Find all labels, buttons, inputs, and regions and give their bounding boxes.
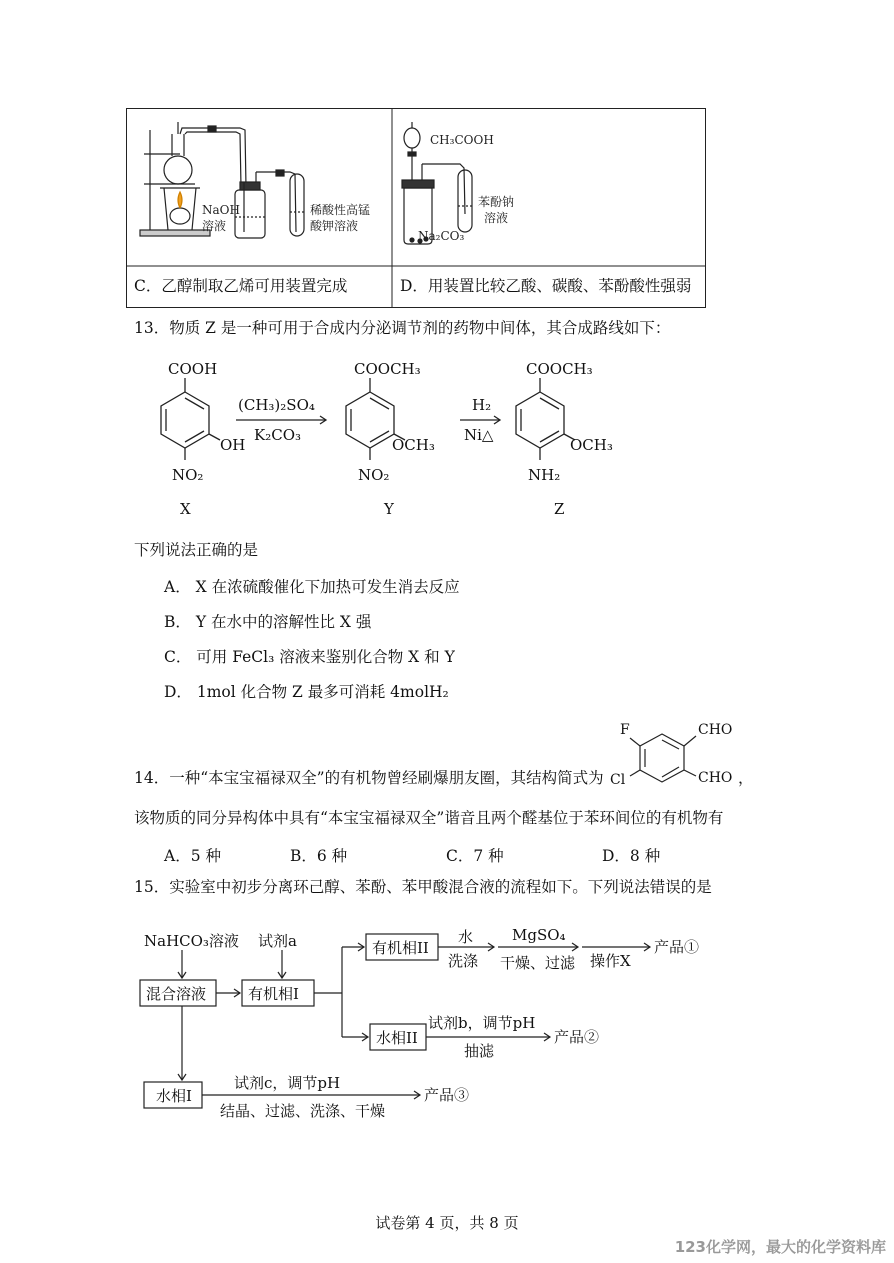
q13-option-a[interactable]: A． X 在浓硫酸催化下加热可发生消去反应 bbox=[164, 578, 460, 596]
flow-aq2: 水相II bbox=[376, 1029, 418, 1047]
q13-option-d[interactable]: D． 1mol 化合物 Z 最多可消耗 4molH₂ bbox=[164, 683, 449, 701]
q14-stem-1: 14．一种“本宝宝福禄双全”的有机物曾经刷爆朋友圈，其结构简式为 bbox=[134, 769, 604, 787]
y-cooch3: COOCH₃ bbox=[354, 360, 421, 378]
acetic-acid-label: CH₃COOH bbox=[430, 133, 494, 147]
q14-option-c[interactable]: C．7 种 bbox=[446, 847, 504, 865]
flow-mixed: 混合溶液 bbox=[146, 985, 207, 1003]
z-och3: OCH₃ bbox=[570, 436, 613, 454]
q13-reaction-scheme bbox=[130, 352, 650, 524]
flow-reagent-a: 试剂a bbox=[258, 932, 297, 950]
x-name: X bbox=[180, 500, 191, 518]
x-benzene-ring bbox=[161, 392, 209, 448]
q15-flowchart bbox=[130, 920, 730, 1130]
q14-cl: Cl bbox=[610, 772, 626, 788]
step1-reagent: (CH₃)₂SO₄ bbox=[238, 396, 315, 414]
flow-wash: 洗涤 bbox=[448, 952, 479, 970]
q12-option-c: C．乙醇制取乙烯可用装置完成 bbox=[134, 277, 348, 295]
y-no2: NO₂ bbox=[358, 466, 390, 484]
flow-reagent-b: 试剂b，调节pH bbox=[428, 1014, 536, 1032]
step1-base: K₂CO₃ bbox=[254, 426, 302, 444]
q14-structure bbox=[608, 716, 748, 794]
naoh-label: NaOH bbox=[202, 203, 240, 217]
flow-op-x: 操作X bbox=[590, 952, 631, 970]
q14-stem-2: 该物质的同分异构体中具有“本宝宝福禄双全”谐音且两个醛基位于苯环间位的有机物有 bbox=[134, 809, 724, 827]
step2-reagent: H₂ bbox=[472, 396, 492, 414]
page-footer: 试卷第 4 页，共 8 页 bbox=[375, 1214, 519, 1232]
q14-cho-1: CHO bbox=[698, 722, 733, 738]
q14-cho-2: CHO bbox=[698, 770, 733, 786]
flow-water: 水 bbox=[458, 928, 474, 946]
flow-dry-filter: 干燥、过滤 bbox=[500, 954, 576, 972]
y-benzene-ring bbox=[346, 392, 394, 448]
flow-mgso4: MgSO₄ bbox=[512, 926, 566, 944]
apparatus-d-figure bbox=[398, 114, 698, 254]
flow-org1: 有机相I bbox=[248, 985, 299, 1003]
q14-option-a[interactable]: A．5 种 bbox=[164, 847, 221, 865]
z-nh2: NH₂ bbox=[528, 466, 561, 484]
carbonate-label: Na₂CO₃ bbox=[418, 229, 465, 243]
q13-option-b[interactable]: B． Y 在水中的溶解性比 X 强 bbox=[164, 613, 372, 631]
q13-prompt: 下列说法正确的是 bbox=[134, 541, 259, 559]
z-name: Z bbox=[554, 500, 565, 518]
q14-option-d[interactable]: D．8 种 bbox=[602, 847, 661, 865]
q13-option-c[interactable]: C． 可用 FeCl₃ 溶液来鉴别化合物 X 和 Y bbox=[164, 648, 455, 666]
flow-suction: 抽滤 bbox=[464, 1042, 495, 1060]
apparatus-c-figure bbox=[130, 112, 388, 252]
kmno4-label-2: 酸钾溶液 bbox=[310, 219, 359, 233]
flow-org2: 有机相II bbox=[372, 939, 429, 957]
flow-product-3: 产品③ bbox=[424, 1086, 470, 1104]
flow-nahco3: NaHCO₃溶液 bbox=[144, 932, 239, 950]
step2-catalyst: Ni△ bbox=[464, 426, 494, 444]
flow-reagent-c: 试剂c，调节pH bbox=[234, 1074, 341, 1092]
phenolate-label-2: 溶液 bbox=[484, 211, 509, 225]
flow-product-2: 产品② bbox=[554, 1028, 600, 1046]
phenolate-label-1: 苯酚钠 bbox=[478, 195, 515, 209]
z-cooch3: COOCH₃ bbox=[526, 360, 593, 378]
y-name: Y bbox=[384, 500, 394, 518]
kmno4-label-1: 稀酸性高锰 bbox=[310, 203, 371, 217]
flow-aq1: 水相I bbox=[156, 1087, 192, 1105]
q14-option-b[interactable]: B．6 种 bbox=[290, 847, 348, 865]
x-cooh: COOH bbox=[168, 360, 218, 378]
q14-stem-comma: ， bbox=[738, 769, 754, 787]
flow-crystal: 结晶、过滤、洗涤、干燥 bbox=[220, 1102, 386, 1120]
q13-stem: 13．物质 Z 是一种可用于合成内分泌调节剂的药物中间体，其合成路线如下： bbox=[134, 319, 671, 337]
q15-stem: 15．实验室中初步分离环己醇、苯酚、苯甲酸混合液的流程如下。下列说法错误的是 bbox=[134, 878, 712, 896]
flow-product-1: 产品① bbox=[654, 938, 700, 956]
x-no2: NO₂ bbox=[172, 466, 204, 484]
watermark: 123化学网，最大的化学资料库 bbox=[674, 1238, 886, 1256]
z-benzene-ring bbox=[516, 392, 564, 448]
q14-f: F bbox=[620, 722, 630, 738]
y-och3: OCH₃ bbox=[392, 436, 435, 454]
q12-option-d: D．用装置比较乙酸、碳酸、苯酚酸性强弱 bbox=[400, 277, 692, 295]
x-oh: OH bbox=[220, 436, 246, 454]
naoh-solution-label: 溶液 bbox=[202, 219, 227, 233]
